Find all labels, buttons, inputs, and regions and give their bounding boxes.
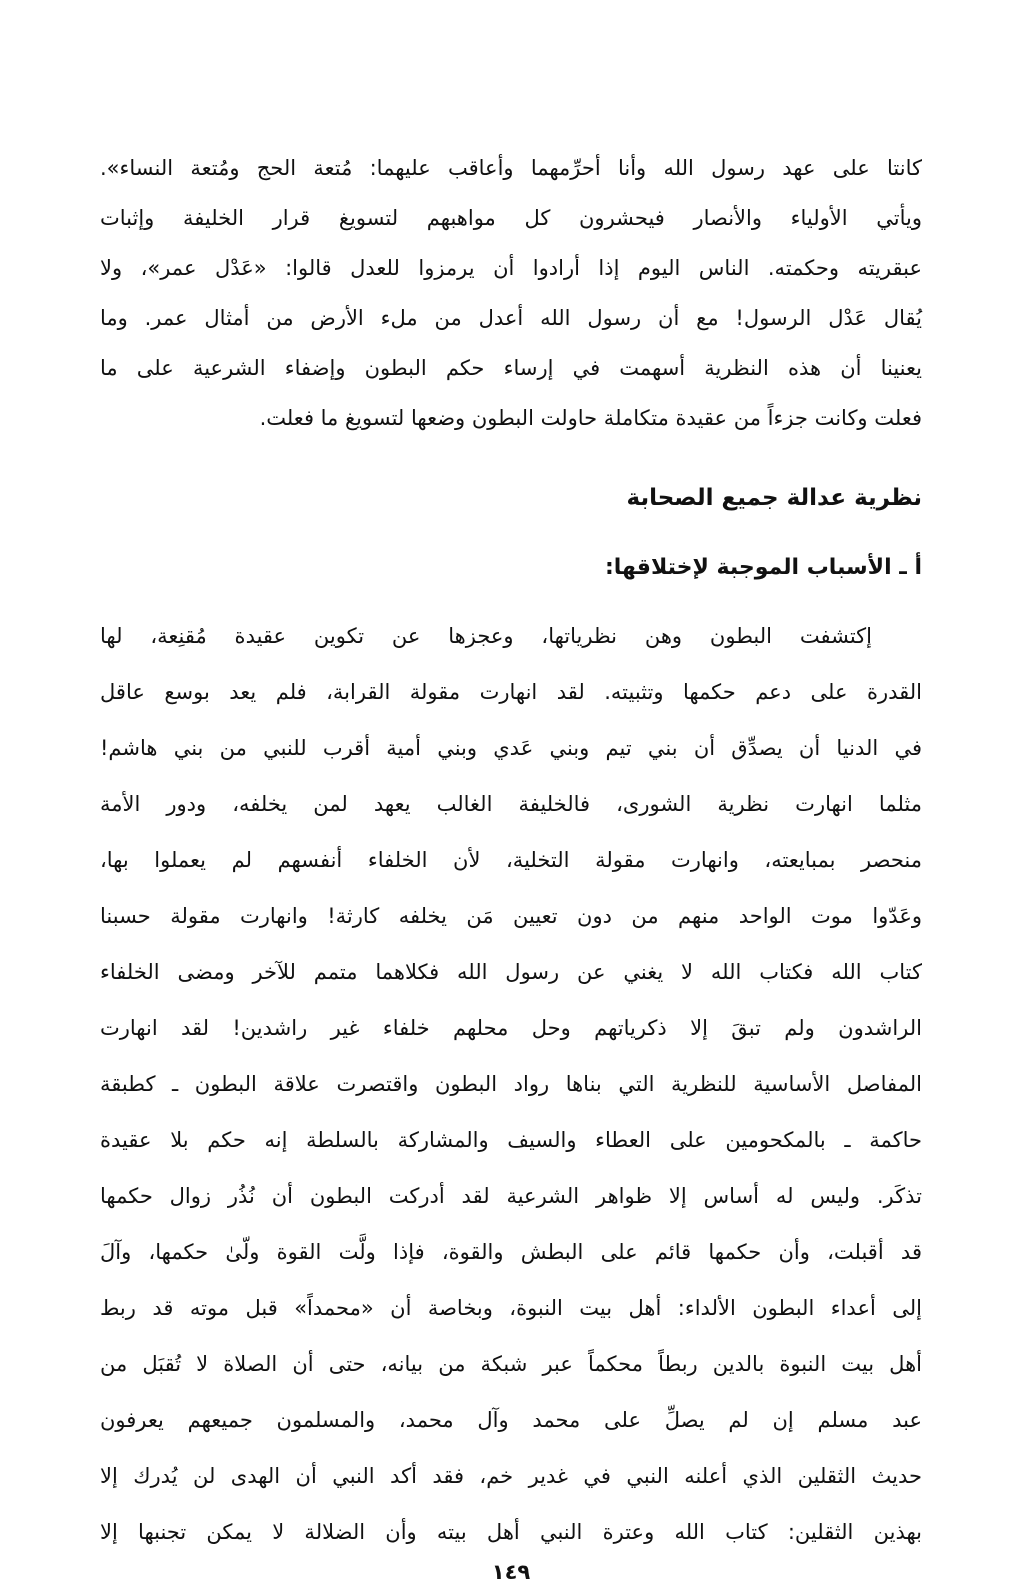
text-line: الراشدون ولم تبقَ إلا ذكرياتهم وحل محلهم خلفاء غير راشدين! لقد انهارت bbox=[100, 1016, 922, 1040]
text-line: كتاب الله فكتاب الله لا يغني عن رسول الله فكلاهما متمم للآخر ومضى الخلفاء bbox=[100, 960, 922, 984]
text-line: حديث الثقلين الذي أعلنه النبي في غدير خم، فقد أكد النبي أن الهدى لن يُدرك إلا bbox=[100, 1464, 922, 1488]
text-line: في الدنيا أن يصدِّق أن بني تيم وبني عَدي وبني أمية أقرب للنبي من بني هاشم! bbox=[100, 736, 922, 760]
text-line: منحصر بمبايعته، وانهارت مقولة التخلية، لأن الخلفاء أنفسهم لم يعملوا بها، bbox=[100, 848, 922, 872]
text-line: إلى أعداء البطون الألداء: أهل بيت النبوة، وبخاصة أن «محمداً» قبل موته قد ربط bbox=[100, 1296, 922, 1320]
page-number: ١٤٩ bbox=[491, 1560, 531, 1584]
text-line: قد أقبلت، وأن حكمها قائم على البطش والقوة، فإذا ولَّت القوة ولّىٰ حكمها، وآلَ bbox=[100, 1240, 922, 1264]
text-line: القدرة على دعم حكمها وتثبيته. لقد انهارت مقولة القرابة، فلم يعد بوسع عاقل bbox=[100, 680, 922, 704]
text-line: أهل بيت النبوة بالدين ربطاً محكماً عبر شبكة من بيانه، حتى أن الصلاة لا تُقبَل من bbox=[100, 1352, 922, 1376]
text-line: يُقال عَدْل الرسول! مع أن رسول الله أعدل من ملء الأرض من أمثال عمر. وما bbox=[100, 306, 922, 330]
text-line: حاكمة ـ بالمكحومين على العطاء والسيف والمشاركة بالسلطة إنه حكم بلا عقيدة bbox=[100, 1128, 922, 1152]
text-line: تذكَر. وليس له أساس إلا ظواهر الشرعية لقد أدركت البطون أن نُذُر زوال حكمها bbox=[100, 1184, 922, 1208]
text-line: المفاصل الأساسية للنظرية التي بناها رواد البطون واقتصرت علاقة البطون ـ كطبقة bbox=[100, 1072, 922, 1096]
subsection-title: أ ـ الأسباب الموجبة لإختلاقها: bbox=[604, 555, 922, 580]
text-line: إكتشفت البطون وهن نظرياتها، وعجزها عن تكوين عقيدة مُقنِعة، لها bbox=[100, 624, 872, 648]
text-line: عبقريته وحكمته. الناس اليوم إذا أرادوا أن يرمزوا للعدل قالوا: «عَدْل عمر»، ولا bbox=[100, 256, 922, 280]
text-line: مثلما انهارت نظرية الشورى، فالخليفة الغالب يعهد لمن يخلفه، ودور الأمة bbox=[100, 792, 922, 816]
text-line: ويأتي الأولياء والأنصار فيحشرون كل مواهبهم لتسويغ قرار الخليفة وإثبات bbox=[100, 206, 922, 230]
text-line: بهذين الثقلين: كتاب الله وعترة النبي أهل بيته وأن الضلالة لا يمكن تجنبها إلا bbox=[100, 1520, 922, 1544]
book-page bbox=[100, 0, 922, 1587]
section-title: نظرية عدالة جميع الصحابة bbox=[626, 485, 922, 511]
text-line: وعَدّوا موت الواحد منهم من دون تعيين مَن يخلفه كارثة! وانهارت مقولة حسبنا bbox=[100, 904, 922, 928]
text-line: كانتا على عهد رسول الله وأنا أحرِّمهما وأعاقب عليهما: مُتعة الحج ومُتعة النساء». bbox=[100, 156, 922, 180]
text-line: فعلت وكانت جزءاً من عقيدة متكاملة حاولت البطون وضعها لتسويغ ما فعلت. bbox=[259, 406, 922, 430]
text-line: يعنينا أن هذه النظرية أسهمت في إرساء حكم البطون وإضفاء الشرعية على ما bbox=[100, 356, 922, 380]
text-line: عبد مسلم إن لم يصلِّ على محمد وآل محمد، والمسلمون جميعهم يعرفون bbox=[100, 1408, 922, 1432]
